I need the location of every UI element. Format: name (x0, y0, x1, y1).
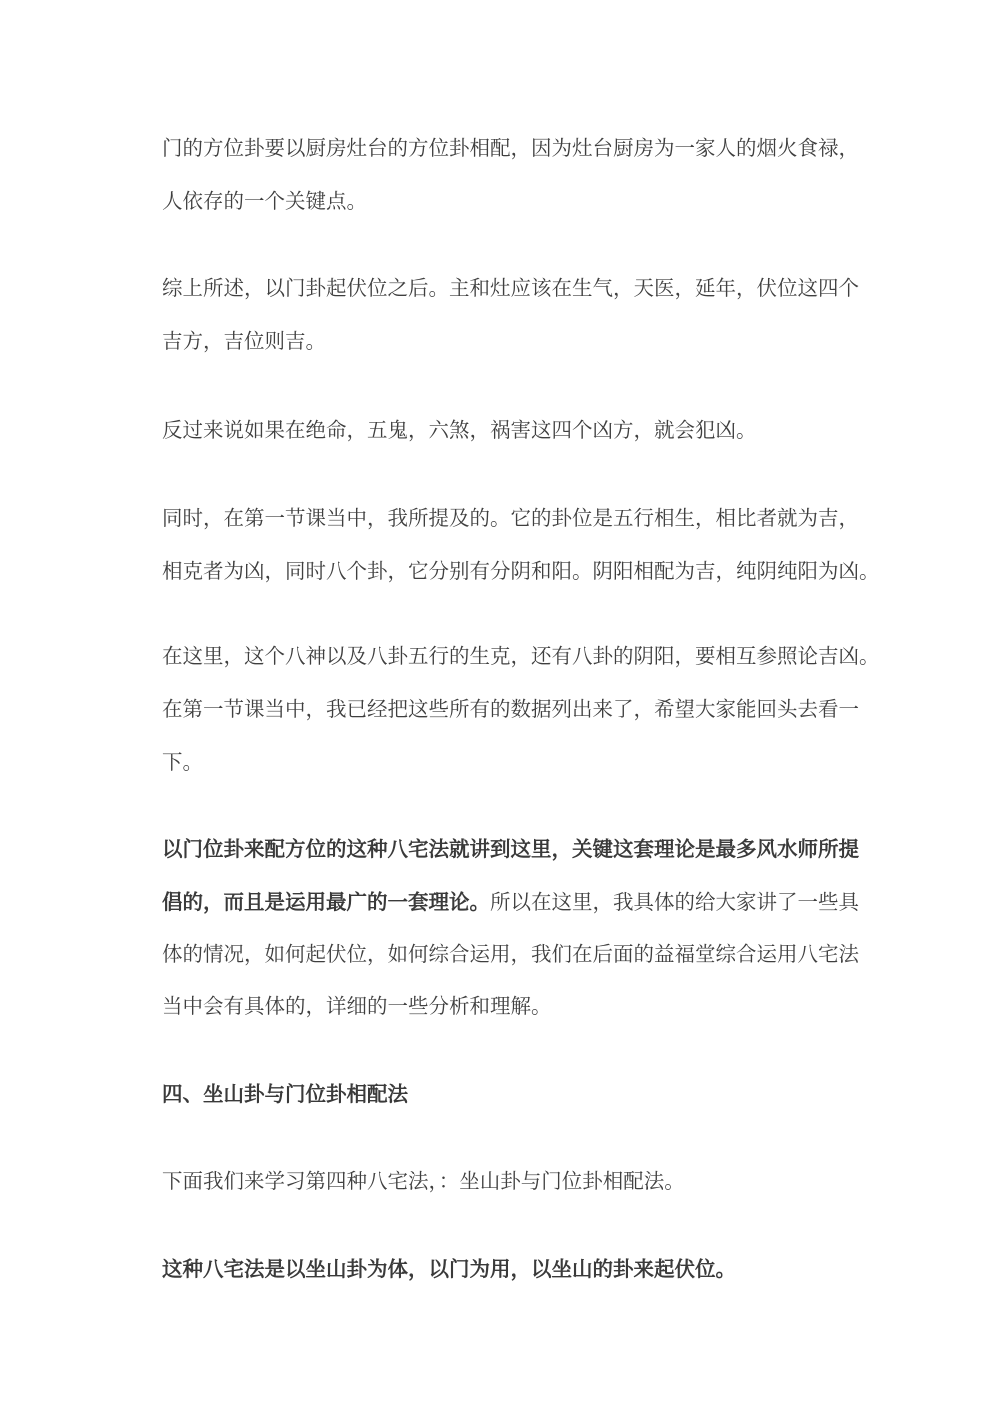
paragraph-3-line-1: 反过来说如果在绝命，五鬼，六煞，祸害这四个凶方，就会犯凶。 (162, 418, 757, 442)
paragraph-5-line-3: 下。 (162, 750, 203, 774)
paragraph-6-line-4: 当中会有具体的，详细的一些分析和理解。 (162, 994, 552, 1018)
paragraph-6-line-2 (162, 876, 859, 928)
section-heading: 四、坐山卦与门位卦相配法 (162, 1082, 408, 1106)
paragraph-6-normal-segment: 所以在这里，我具体的给大家讲了一些具 (490, 890, 859, 914)
paragraph-6-bold-line-1: 以门位卦来配方位的这种八宅法就讲到这里，关键这套理论是最多风水师所提 (162, 837, 859, 861)
paragraph-5-line-2: 在第一节课当中，我已经把这些所有的数据列出来了，希望大家能回头去看一 (162, 697, 859, 721)
paragraph-8-line-1: 下面我们来学习第四种八宅法，：坐山卦与门位卦相配法。 (162, 1169, 685, 1193)
paragraph-5-line-1: 在这里，这个八神以及八卦五行的生克，还有八卦的阴阳，要相互参照论吉凶。 (162, 644, 880, 668)
paragraph-2-line-2: 吉方，吉位则吉。 (162, 329, 326, 353)
paragraph-4-line-2: 相克者为凶，同时八个卦，它分别有分阴和阳。阴阳相配为吉，纯阴纯阳为凶。 (162, 559, 880, 583)
paragraph-6-line-3: 体的情况，如何起伏位，如何综合运用，我们在后面的益福堂综合运用八宅法 (162, 942, 859, 966)
paragraph-6-bold-segment: 倡的，而且是运用最广的一套理论。 (162, 890, 490, 914)
paragraph-1-line-1: 门的方位卦要以厨房灶台的方位卦相配，因为灶台厨房为一家人的烟火食禄， (162, 136, 859, 160)
paragraph-9-bold: 这种八宅法是以坐山卦为体，以门为用，以坐山的卦来起伏位。 (162, 1257, 736, 1281)
paragraph-4-line-1: 同时，在第一节课当中，我所提及的。它的卦位是五行相生，相比者就为吉， (162, 506, 859, 530)
paragraph-1-line-2: 人依存的一个关键点。 (162, 189, 367, 213)
paragraph-2-line-1: 综上所述，以门卦起伏位之后。主和灶应该在生气，天医，延年，伏位这四个 (162, 276, 859, 300)
